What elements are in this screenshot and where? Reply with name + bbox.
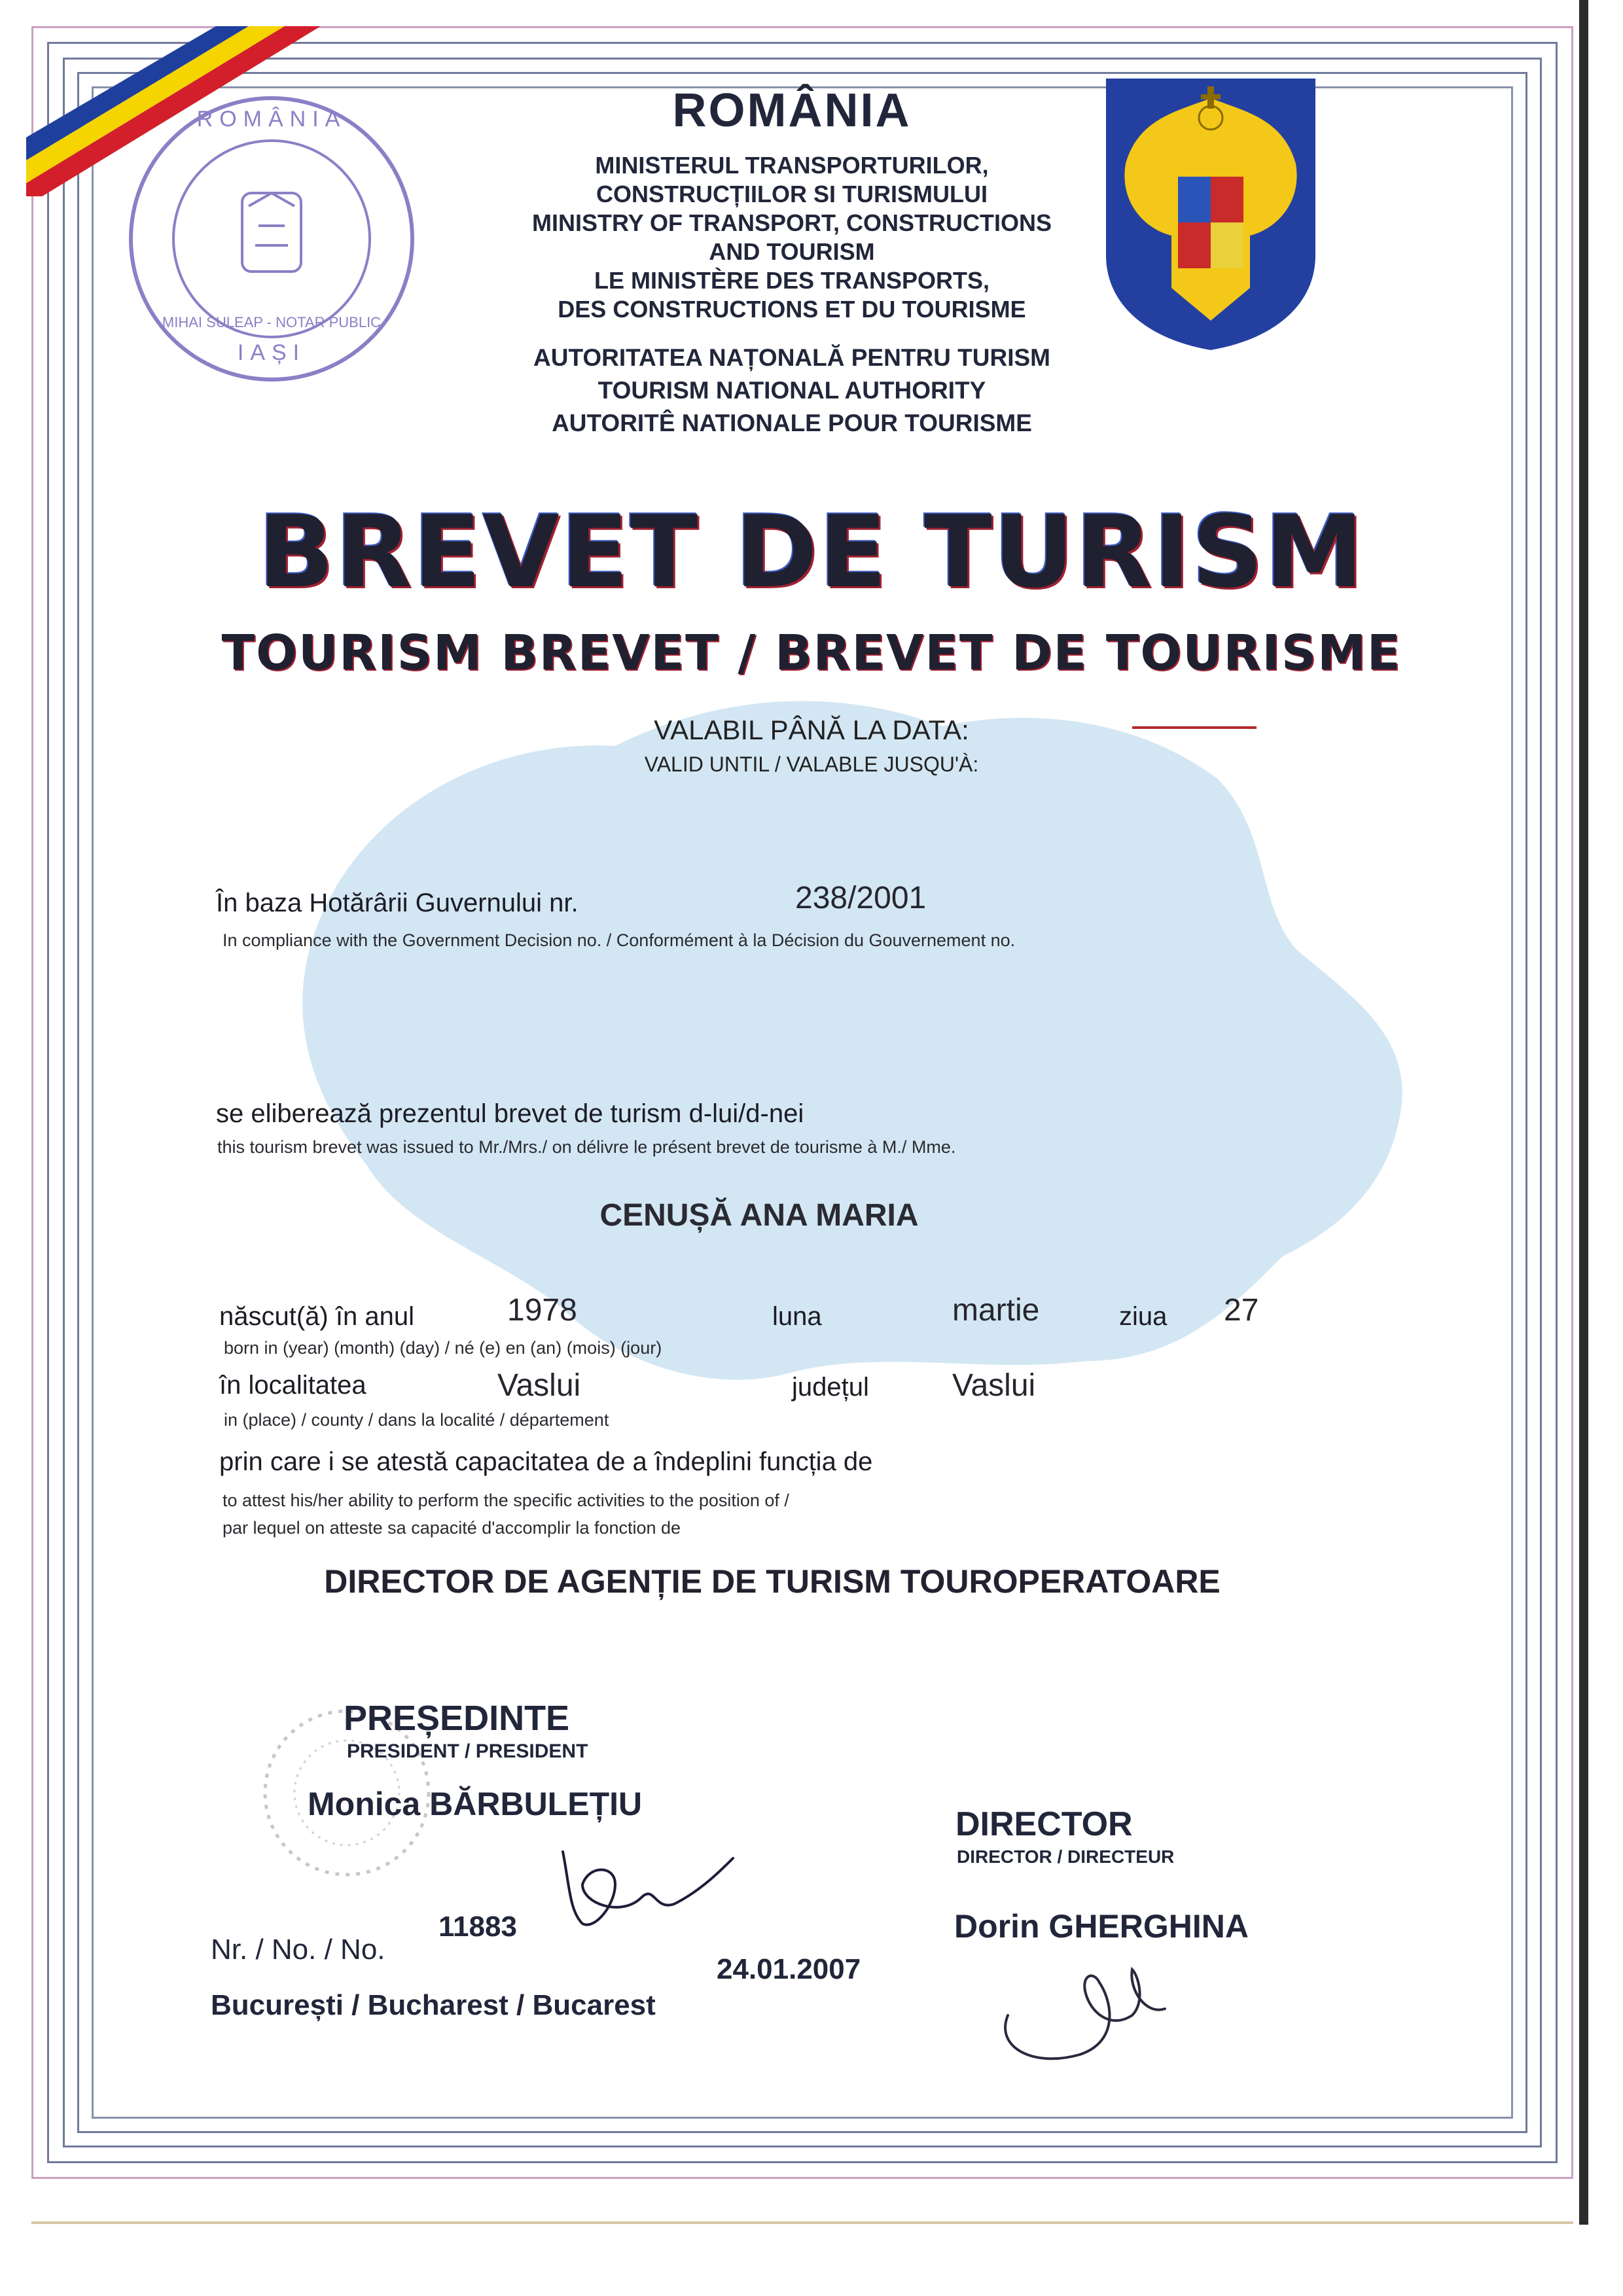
document-subtitle: TOURISM BREVET / BREVET DE TOURISME [221, 625, 1402, 681]
decision-label-ro: În baza Hotărârii Guvernului nr. [216, 889, 579, 917]
ministry-en-line1: MINISTRY OF TRANSPORT, CONSTRUCTIONS [531, 209, 1052, 236]
birth-county: Vaslui [952, 1368, 1036, 1403]
notary-stamp-city: IAȘI [237, 340, 306, 365]
birth-month: martie [952, 1293, 1040, 1328]
authority-en: TOURISM NATIONAL AUTHORITY [597, 377, 986, 404]
director-title: DIRECTOR [955, 1805, 1133, 1843]
birth-month-label: luna [772, 1302, 822, 1331]
valid-until-line [1132, 726, 1257, 729]
birth-label-en-fr: born in (year) (month) (day) / né (e) en (an) (mois) (jour) [224, 1338, 662, 1358]
holder-name: CENUȘĂ ANA MARIA [599, 1198, 919, 1233]
valid-until-label-en-fr: VALID UNTIL / VALABLE JUSQU'À: [644, 752, 979, 776]
president-signature-icon [543, 1826, 740, 1937]
birth-place: Vaslui [497, 1368, 581, 1403]
document-title: BREVET DE TURISM [258, 494, 1365, 610]
romania-map-watermark [249, 667, 1440, 1420]
decision-number: 238/2001 [795, 881, 927, 915]
ministry-ro-line1: MINISTERUL TRANSPORTURILOR, [595, 152, 989, 179]
number-value: 11883 [438, 1911, 517, 1943]
notary-stamp-name: MIHAI SULEAP - NOTAR PUBLIC [162, 314, 382, 330]
capacity-label-fr: par lequel on atteste sa capacité d'accomplir la fonction de [223, 1518, 681, 1538]
birth-day-label: ziua [1119, 1302, 1168, 1331]
issued-label-en-fr: this tourism brevet was issued to Mr./Mrs./ on délivre le présent brevet de tourisme à M./ Mme. [217, 1137, 956, 1157]
issue-city: București / Bucharest / Bucarest [211, 1989, 656, 2021]
ministry-fr-line1: LE MINISTÈRE DES TRANSPORTS, [594, 267, 990, 294]
director-signature-icon [982, 1937, 1198, 2081]
authority-fr: AUTORITÊ NATIONALE POUR TOURISME [552, 410, 1032, 436]
ministry-fr-line2: DES CONSTRUCTIONS ET DU TOURISME [558, 296, 1026, 323]
valid-until-label-ro: VALABIL PÂNĂ LA DATA: [654, 715, 969, 745]
capacity-label-en: to attest his/her ability to perform the specific activities to the position of / [223, 1491, 789, 1510]
president-title-en-fr: PRESIDENT / PRESIDENT [347, 1740, 588, 1762]
decision-label-en-fr: In compliance with the Government Decision no. / Conformément à la Décision du Gouvernement no. [223, 930, 1016, 950]
director-title-en-fr: DIRECTOR / DIRECTEUR [957, 1846, 1175, 1867]
birth-place-label-en-fr: in (place) / county / dans la localité / département [224, 1410, 609, 1430]
position-title: DIRECTOR DE AGENȚIE DE TURISM TOUROPERATOARE [324, 1563, 1221, 1600]
ministry-en-line2: AND TOURISM [709, 238, 875, 265]
issued-label-ro: se eliberează prezentul brevet de turism d-lui/d-nei [216, 1099, 804, 1128]
issue-date: 24.01.2007 [717, 1953, 861, 1985]
president-name: Monica BĂRBULEȚIU [308, 1786, 643, 1822]
number-label: Nr. / No. / No. [211, 1934, 385, 1966]
country-title: ROMÂNIA [672, 84, 912, 137]
authority-ro: AUTORITATEA NAȚONALĂ PENTRU TURISM [533, 344, 1050, 371]
birth-place-label: în localitatea [219, 1371, 366, 1400]
notary-stamp-top: ROMÂNIA [196, 107, 347, 132]
capacity-label-ro: prin care i se atestă capacitatea de a îndeplini funcția de [219, 1447, 873, 1476]
birth-year: 1978 [507, 1293, 577, 1328]
birth-year-label: născut(ă) în anul [219, 1302, 414, 1331]
birth-county-label: județul [792, 1373, 869, 1402]
president-title: PREȘEDINTE [344, 1699, 570, 1738]
bottom-rule [31, 2221, 1573, 2224]
ministry-ro-line2: CONSTRUCȚIILOR SI TURISMULUI [596, 181, 988, 207]
birth-day: 27 [1224, 1293, 1259, 1328]
director-name: Dorin GHERGHINA [954, 1908, 1249, 1945]
notary-stamp [121, 88, 422, 389]
scan-edge [1579, 0, 1588, 2225]
